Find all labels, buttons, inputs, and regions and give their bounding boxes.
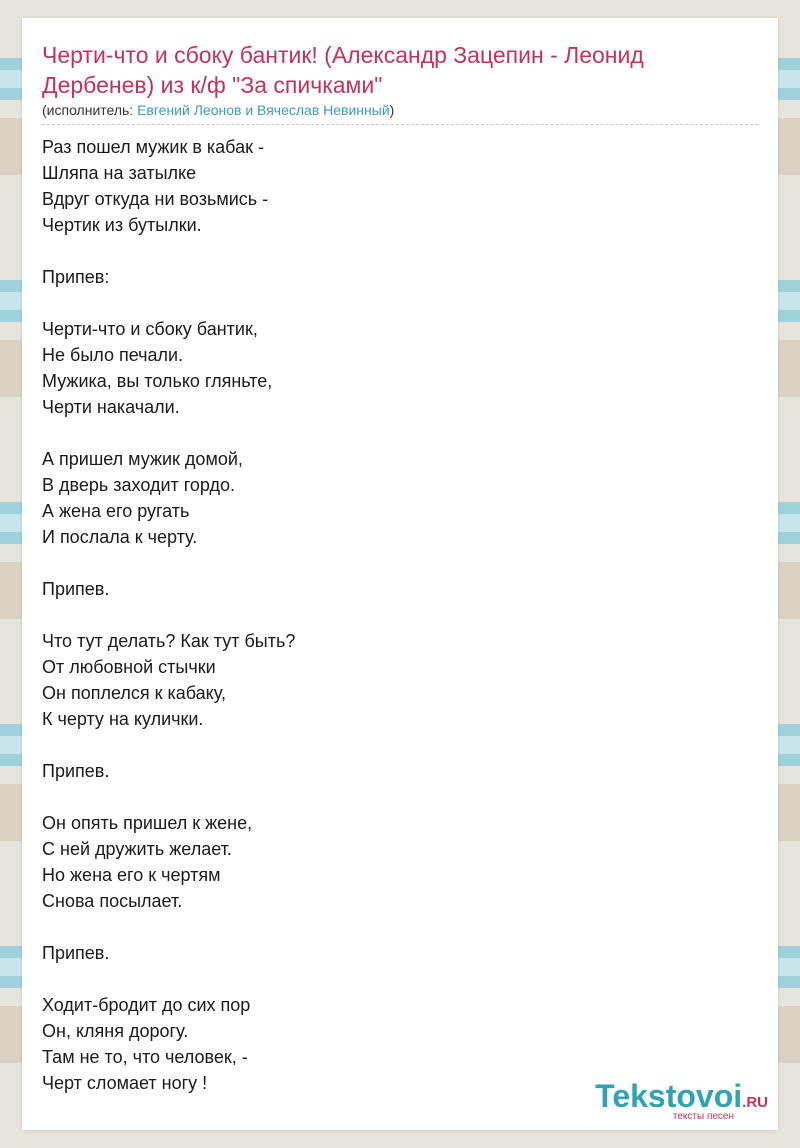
- lyric-line: Он опять пришел к жене,: [42, 813, 253, 833]
- logo-name: Tekstovoi: [595, 1078, 743, 1114]
- song-title: Черти-что и сбоку бантик! (Александр Зацепин - Леонид Дербенев) из к/ф "За спичками": [42, 42, 644, 98]
- lyric-line: Припев.: [42, 943, 110, 963]
- lyric-line: Шляпа на затылке: [42, 163, 197, 183]
- lyric-line: Припев.: [42, 579, 110, 599]
- lyric-line: К черту на кулички.: [42, 709, 204, 729]
- lyric-line: Чертик из бутылки.: [42, 215, 202, 235]
- lyric-line: Мужика, вы только гляньте,: [42, 371, 273, 391]
- lyric-line: Но жена его к чертям: [42, 865, 221, 885]
- lyric-line: Раз пошел мужик в кабак -: [42, 137, 264, 157]
- lyric-line: Ходит-бродит до сих пор: [42, 995, 251, 1015]
- site-logo[interactable]: [595, 1078, 768, 1122]
- lyric-blank-line: [42, 602, 742, 628]
- lyric-line: Он поплелся к кабаку,: [42, 683, 226, 703]
- performer-suffix: ): [389, 102, 395, 118]
- lyric-line: С ней дружить желает.: [42, 839, 232, 859]
- lyric-blank-line: [42, 290, 742, 316]
- lyric-line: Вдруг откуда ни возьмись -: [42, 189, 269, 209]
- lyric-line: Снова посылает.: [42, 891, 183, 911]
- lyrics-sheet: [22, 18, 778, 1130]
- logo-tld: .RU: [742, 1094, 768, 1111]
- lyric-blank-line: [42, 784, 742, 810]
- lyric-line: И послала к черту.: [42, 527, 198, 547]
- performer-line: [42, 102, 394, 118]
- lyrics-body: [42, 134, 742, 1096]
- lyric-line: От любовной стычки: [42, 657, 216, 677]
- lyric-line: А жена его ругать: [42, 501, 190, 521]
- lyric-blank-line: [42, 238, 742, 264]
- lyric-blank-line: [42, 732, 742, 758]
- lyric-line: Черт сломает ногу !: [42, 1073, 208, 1093]
- lyric-blank-line: [42, 420, 742, 446]
- lyric-line: Черти накачали.: [42, 397, 180, 417]
- lyric-line: Там не то, что человек, -: [42, 1047, 248, 1067]
- performer-prefix: (исполнитель:: [42, 102, 138, 118]
- lyric-line: Припев.: [42, 761, 110, 781]
- lyric-line: Черти-что и сбоку бантик,: [42, 319, 258, 339]
- lyric-line: Что тут делать? Как тут быть?: [42, 631, 296, 651]
- lyric-blank-line: [42, 914, 742, 940]
- lyric-line: Он, кляня дорогу.: [42, 1021, 189, 1041]
- lyric-line: Не было печали.: [42, 345, 184, 365]
- performer-link[interactable]: Евгений Леонов и Вячеслав Невинный: [137, 102, 390, 118]
- lyric-line: Припев:: [42, 267, 110, 287]
- divider: [42, 124, 758, 125]
- lyric-blank-line: [42, 550, 742, 576]
- lyric-blank-line: [42, 966, 742, 992]
- lyric-line: В дверь заходит гордо.: [42, 475, 236, 495]
- logo-tagline: тексты песен: [672, 1111, 734, 1122]
- lyric-line: А пришел мужик домой,: [42, 449, 243, 469]
